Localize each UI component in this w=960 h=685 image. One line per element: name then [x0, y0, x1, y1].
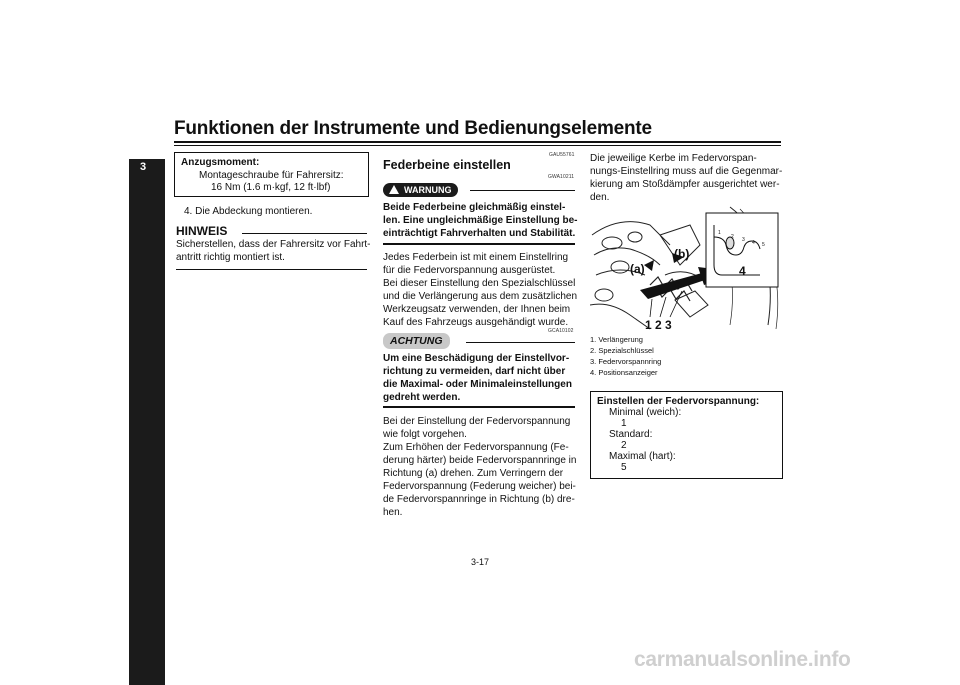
- header-rule: [174, 141, 781, 143]
- chapter-number: 3: [139, 161, 147, 173]
- settings-min-label: Minimal (weich):: [609, 407, 682, 418]
- chapter-tab: [129, 159, 165, 685]
- settings-heading: Einstellen der Federvorspannung:: [597, 396, 760, 407]
- torque-box: [174, 152, 369, 197]
- caution-end-rule: [383, 406, 575, 408]
- hinweis-rule: [242, 233, 367, 234]
- para2-line-6: Federvorspannung (Federung weicher) bei-: [383, 481, 576, 492]
- warning-badge: [383, 183, 458, 197]
- para1-line-5: Werkzeugsatz verwenden, der Ihnen beim: [383, 304, 571, 315]
- para1-line-6: Kauf des Fahrzeugs ausgehändigt wurde.: [383, 317, 569, 328]
- settings-max-value: 5: [621, 462, 627, 473]
- shock-adjustment-illustration: [590, 205, 782, 331]
- caution-rule: [466, 342, 575, 343]
- intro-line-2: nungs-Einstellring muss auf die Gegenmar-: [590, 166, 783, 177]
- section-heading: Federbeine einstellen: [383, 158, 511, 172]
- warning-line-3: einträchtigt Fahrverhalten und Stabilität.: [383, 228, 576, 239]
- para2-line-8: hen.: [383, 507, 403, 518]
- fig-scale-2: 2: [731, 234, 734, 240]
- hinweis-heading: HINWEIS: [176, 224, 228, 238]
- para2-line-1: Bei der Einstellung der Federvorspannung: [383, 416, 571, 427]
- hinweis-end-rule: [176, 269, 367, 270]
- fig-scale-5: 5: [762, 242, 765, 248]
- settings-max-label: Maximal (hart):: [609, 451, 676, 462]
- page-title: Funktionen der Instrumente und Bedienungselemente: [174, 118, 652, 139]
- warning-end-rule: [383, 243, 575, 245]
- torque-line-1: Montageschraube für Fahrersitz:: [199, 170, 344, 181]
- code-gwa: GWA10211: [548, 174, 575, 180]
- caution-line-2: richtung zu vermeiden, darf nicht über: [383, 366, 566, 377]
- caution-line-4: gedreht werden.: [383, 392, 461, 403]
- code-gca: GCA10102: [548, 328, 574, 334]
- hinweis-line-2: antritt richtig montiert ist.: [176, 252, 285, 263]
- fig-scale-4: 4: [752, 240, 755, 246]
- settings-std-label: Standard:: [609, 429, 653, 440]
- legend-item-4: 4. Positionsanzeiger: [590, 368, 658, 377]
- hinweis-line-1: Sicherstellen, dass der Fahrersitz vor Fahrt-: [176, 239, 371, 250]
- para1-line-3: Bei dieser Einstellung den Spezialschlüssel: [383, 278, 576, 289]
- warning-line-2: len. Eine ungleichmäßige Einstellung be-: [383, 215, 578, 226]
- intro-line-1: Die jeweilige Kerbe im Federvorspan-: [590, 153, 757, 164]
- para2-line-7: de Federvorspannringe in Richtung (b) dre-: [383, 494, 575, 505]
- fig-label-b: (b): [674, 247, 690, 261]
- legend-item-3: 3. Federvorspannring: [590, 357, 662, 366]
- torque-line-2: 16 Nm (1.6 m·kgf, 12 ft·lbf): [211, 182, 331, 193]
- para2-line-3: Zum Erhöhen der Federvorspannung (Fe-: [383, 442, 569, 453]
- caution-line-3: die Maximal- oder Minimaleinstellungen: [383, 379, 572, 390]
- para2-line-4: derung härter) beide Federvorspannringe in: [383, 455, 577, 466]
- page-number: 3-17: [470, 557, 489, 567]
- para1-line-1: Jedes Federbein ist mit einem Einstellring: [383, 252, 569, 263]
- fig-scale-3: 3: [742, 237, 745, 243]
- para2-line-5: Richtung (a) drehen. Zum Verringern der: [383, 468, 564, 479]
- para2-line-2: wie folgt vorgehen.: [383, 429, 467, 440]
- para1-line-4: und die Verlängerung aus dem zusätzlichen: [383, 291, 578, 302]
- caution-line-1: Um eine Beschädigung der Einstellvor-: [383, 353, 570, 364]
- fig-label-a: (a): [630, 262, 645, 276]
- caution-badge: ACHTUNG: [383, 333, 450, 349]
- warning-line-1: Beide Federbeine gleichmäßig einstel-: [383, 202, 566, 213]
- code-gau: GAU55761: [549, 152, 575, 158]
- intro-line-3: kierung am Stoßdämpfer ausgerichtet wer-: [590, 179, 780, 190]
- warning-rule: [470, 190, 575, 191]
- intro-line-4: den.: [590, 192, 610, 203]
- settings-min-value: 1: [621, 418, 627, 429]
- para1-line-2: für die Federvorspannung ausgerüstet.: [383, 265, 556, 276]
- legend-item-2: 2. Spezialschlüssel: [590, 346, 654, 355]
- torque-heading: Anzugsmoment:: [181, 157, 260, 168]
- settings-std-value: 2: [621, 440, 627, 451]
- preload-settings-box: [590, 391, 783, 479]
- fig-callout-4: 4: [739, 264, 746, 278]
- warning-label: WARNUNG: [404, 185, 452, 195]
- step-4: 4. Die Abdeckung montieren.: [184, 206, 313, 217]
- watermark: carmanualsonline.info: [634, 648, 851, 671]
- fig-callouts-123: 1 2 3: [645, 318, 672, 332]
- header-rule-thin: [174, 145, 781, 146]
- warning-icon: [389, 185, 399, 194]
- fig-scale-1: 1: [718, 230, 721, 236]
- legend-item-1: 1. Verlängerung: [590, 335, 643, 344]
